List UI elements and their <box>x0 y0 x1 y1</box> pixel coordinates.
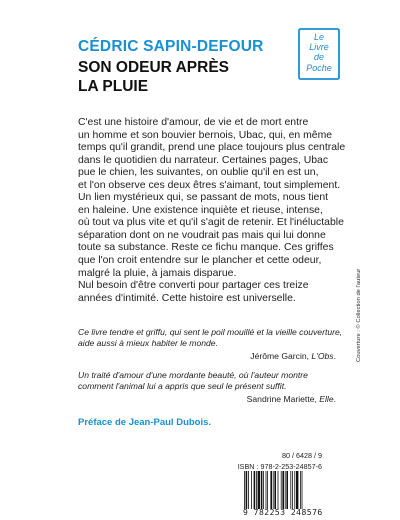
livre-de-poche-logo <box>298 28 340 80</box>
press-quote <box>78 370 336 405</box>
barcode-bar <box>294 471 295 509</box>
barcode-bar <box>263 471 264 509</box>
barcode-bar <box>248 471 249 509</box>
blurb-line: un homme et son bouvier bernois, Ubac, qui, en même <box>78 129 333 141</box>
press-quote <box>78 327 343 362</box>
quote-line: comment l'animal lui a appris que seul le présent suffit. <box>78 381 287 391</box>
quote-line: Un traité d'amour d'une mordante beauté, où l'auteur montre <box>78 370 308 380</box>
barcode-bar <box>270 471 272 509</box>
barcode-bar <box>285 471 286 509</box>
barcode-bar <box>274 471 276 509</box>
blurb-line: pue le chien, les suivantes, on oublie qu'il en est un, <box>78 167 319 179</box>
blurb-line: que l'on croit entendre sur le plancher et cette odeur, <box>78 255 322 267</box>
barcode-bar <box>258 471 260 509</box>
quote-source <box>78 351 336 362</box>
logo-line: de <box>313 52 325 62</box>
blurb-line: années d'intimité. Cette histoire est universelle. <box>78 292 296 304</box>
barcode-bar <box>292 471 293 509</box>
logo-line: Livre <box>309 42 329 52</box>
blurb-line: Un lien mystérieux qui, se passant de mots, nous tient <box>78 192 329 204</box>
barcode-bar <box>266 471 267 509</box>
barcode-bar <box>244 471 245 509</box>
blurb-line: séparation dont on ne voudrait pas mais qui lui donne <box>78 229 326 241</box>
barcode <box>243 471 325 509</box>
book-title-line: SON ODEUR APRÈS <box>78 59 230 76</box>
blurb-line: dans le quotidien du narrateur. Certaines pages, Ubac <box>78 154 329 166</box>
quote-line: aide aussi à mieux habiter le monde. <box>78 338 218 348</box>
blurb-line: malgré la pluie, à jamais disparue. <box>78 267 237 279</box>
quote-source-publication: Elle <box>319 394 334 404</box>
quote-source-publication: L'Obs <box>311 351 334 361</box>
barcode-bar <box>251 471 252 509</box>
barcode-bar <box>290 471 291 509</box>
barcode-bar <box>261 471 263 509</box>
barcode-bar <box>282 471 284 509</box>
barcode-bar <box>278 471 279 509</box>
quote-source-name: Jérôme Garcin, <box>250 351 312 361</box>
logo-line: Le <box>313 32 325 42</box>
blurb-line: et l'on observe ces deux êtres s'aimant, tout simplement. <box>78 179 341 191</box>
blurb-line: toute sa substance. Reste ce fichu manque. Ces griffes <box>78 242 334 254</box>
quote-source-end: . <box>333 394 336 404</box>
quote-source-name: Sandrine Mariette, <box>246 394 320 404</box>
barcode-bar <box>256 471 257 509</box>
back-cover-blurb <box>78 117 346 305</box>
barcode-number: 9 782253 248576 <box>243 508 323 517</box>
barcode-bar <box>286 471 288 509</box>
preface-credit: Préface de Jean-Paul Dubois. <box>78 417 212 428</box>
barcode-bar <box>273 471 274 509</box>
author-name: CÉDRIC SAPIN-DEFOUR <box>78 38 264 55</box>
blurb-line: C'est une histoire d'amour, de vie et de mort entre <box>78 117 309 128</box>
barcode-bar <box>300 471 301 509</box>
blurb-line: Nul besoin d'être converti pour partager ces treize <box>78 280 309 292</box>
barcode-bar <box>296 471 298 509</box>
barcode-bar <box>281 471 282 509</box>
blurb-line: où tout va plus vite et qu'il s'agit de retenir. Et l'inéluctable <box>78 217 344 229</box>
book-title-line: LA PLUIE <box>78 78 149 95</box>
barcode-bar <box>267 471 268 509</box>
blurb-line: temps qu'il grandit, prend une place toujours plus centrale <box>78 142 346 154</box>
barcode-bar <box>302 471 303 509</box>
catalog-code: 80 / 6428 / 9 <box>282 451 322 460</box>
logo-line: Poche <box>306 63 332 73</box>
book-title <box>78 58 229 96</box>
isbn: ISBN : 978-2-253-24857-6 <box>237 462 322 471</box>
blurb-line: en haleine. Une existence inquiète et rieuse, intense, <box>78 204 323 216</box>
quote-source-end: . <box>333 351 336 361</box>
quote-line: Ce livre tendre et griffu, qui sent le poil mouillé et la vieille couverture, <box>78 327 343 337</box>
barcode-bar <box>246 471 248 509</box>
barcode-bar <box>254 471 256 509</box>
quote-source <box>78 394 336 405</box>
cover-credit: Couverture : © Collection de l'auteur <box>356 268 362 362</box>
